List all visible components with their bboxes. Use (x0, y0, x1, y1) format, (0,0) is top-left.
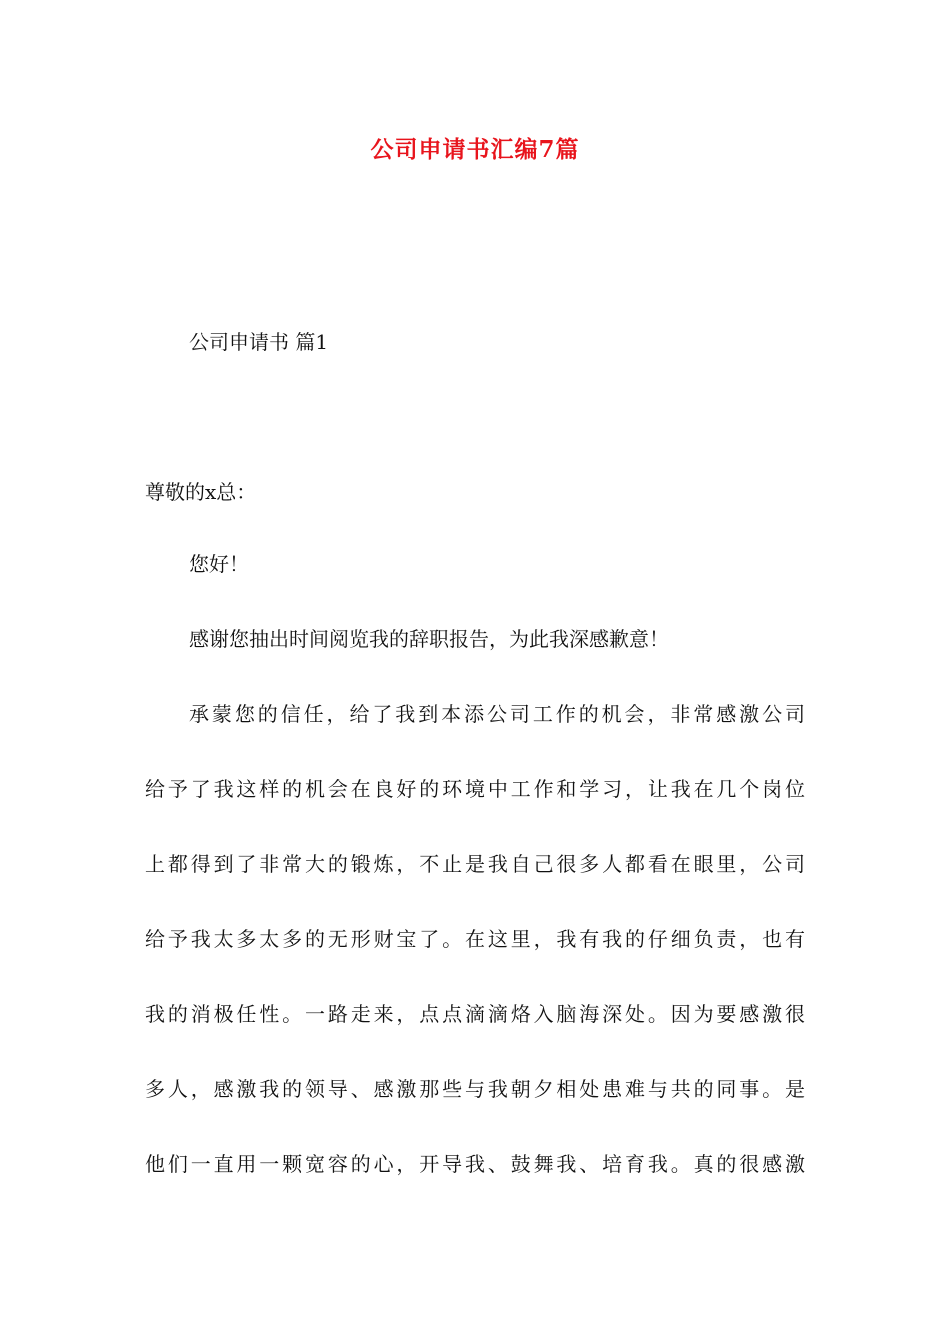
paragraph-1: 感谢您抽出时间阅览我的辞职报告，为此我深感歉意！ (189, 627, 669, 651)
salutation: 尊敬的x总： (145, 480, 257, 504)
section-heading: 公司申请书 篇1 (189, 330, 329, 354)
greeting: 您好！ (189, 552, 249, 576)
document-title: 公司申请书汇编7篇 (370, 136, 580, 163)
paragraph-2-line: 给予了我这样的机会在良好的环境中工作和学习，让我在几个岗位 (145, 777, 805, 801)
paragraph-2-line: 多人，感激我的领导、感激那些与我朝夕相处患难与共的同事。是 (145, 1077, 805, 1101)
paragraph-2-line: 我的消极任性。一路走来，点点滴滴烙入脑海深处。因为要感激很 (145, 1002, 805, 1026)
paragraph-2-line: 上都得到了非常大的锻炼，不止是我自己很多人都看在眼里，公司 (145, 852, 805, 876)
paragraph-2-line: 承蒙您的信任，给了我到本添公司工作的机会，非常感激公司 (189, 702, 805, 726)
paragraph-2-line: 他们一直用一颗宽容的心，开导我、鼓舞我、培育我。真的很感激 (145, 1152, 805, 1176)
paragraph-2-line: 给予我太多太多的无形财宝了。在这里，我有我的仔细负责，也有 (145, 927, 805, 951)
